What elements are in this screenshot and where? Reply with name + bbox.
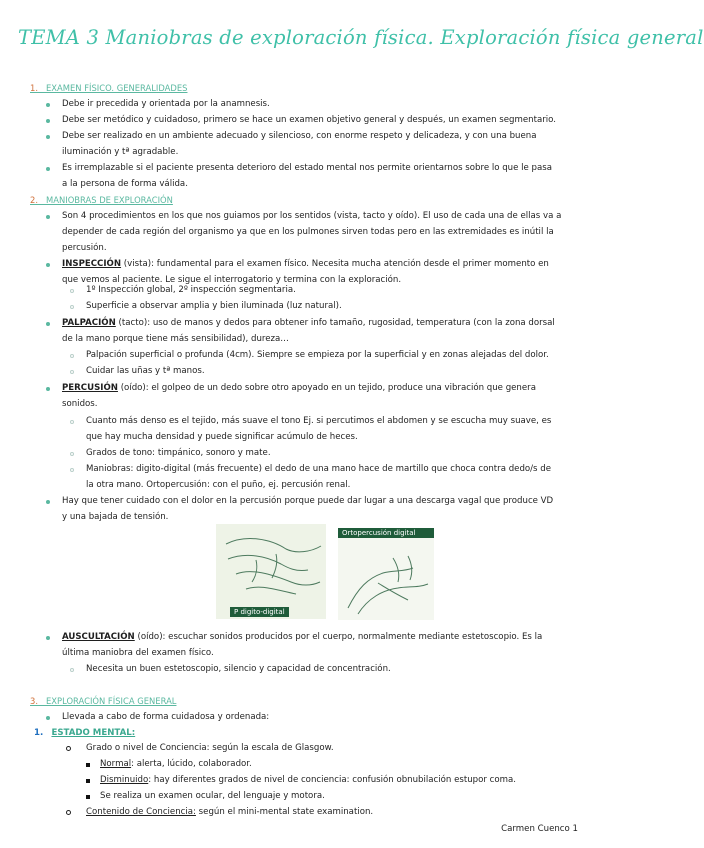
bullet-dot [46, 119, 50, 123]
sub-bullet-circle [70, 468, 74, 472]
inspeccion-sub-1: 1º Inspección global, 2º inspección segmentaria. [86, 285, 296, 295]
bullet-dot [46, 322, 50, 326]
sub-bullet-circle [70, 289, 74, 293]
palpacion-line-2: de la mano porque tiene más sensibilidad), dureza… [62, 334, 289, 344]
contenido-line [86, 804, 373, 820]
hands-illustration-icon [216, 524, 326, 619]
sub-bullet-circle [66, 810, 71, 815]
percusion-sub-2: Grados de tono: timpánico, sonoro y mate. [86, 448, 271, 458]
section-3-title: EXPLORACIÓN FÍSICA GENERAL [46, 696, 177, 706]
percusion-line-1 [62, 380, 536, 396]
section-3-number: 3. [30, 696, 38, 706]
auscultacion-sub-1: Necesita un buen estetoscopio, silencio y capacidad de concentración. [86, 664, 391, 674]
bullet-dot [46, 263, 50, 267]
inspeccion-term: INSPECCIÓN [62, 259, 122, 269]
auscultacion-line-2: última maniobra del examen físico. [62, 648, 214, 658]
auscultacion-term: AUSCULTACIÓN [62, 632, 135, 642]
section-1-heading [30, 80, 187, 96]
auscultacion-line-1 [62, 629, 542, 645]
inspeccion-line-1 [62, 256, 549, 272]
sub-bullet-circle [70, 452, 74, 456]
section-3-1-title: ESTADO MENTAL: [51, 728, 136, 738]
s1-item-4: Es irremplazable si el paciente presenta deterioro del estado mental nos permite orientarnos sobre lo que le pasa [62, 163, 553, 173]
percusion-term: PERCUSIÓN [62, 383, 118, 393]
s1-item-1: Debe ir precedida y orientada por la anamnesis. [62, 99, 270, 109]
section-1-number: 1. [30, 83, 38, 93]
normal-text: : alerta, lúcido, colaborador. [131, 759, 252, 769]
sub-bullet-circle [70, 305, 74, 309]
sub-bullet-circle [70, 668, 74, 672]
s1-item-2: Debe ser metódico y cuidadoso, primero se hace un examen objetivo general y después, un examen segmentario. [62, 115, 556, 125]
s3-item-1: Llevada a cabo de forma cuidadosa y ordenada: [62, 712, 270, 722]
s1-item-3: Debe ser realizado en un ambiente adecuado y silencioso, con enorme respeto y delicadeza, y con una buena [62, 131, 537, 141]
page-footer: Carmen Cuenco 1 [501, 824, 578, 834]
palpacion-term: PALPACIÓN [62, 318, 116, 328]
conciencia-line: Grado o nivel de Conciencia: según la escala de Glasgow. [86, 743, 334, 753]
contenido-text: según el mini-mental state examination. [195, 807, 374, 817]
percusion-sub-3-cont: la otra mano. Ortopercusión: con el puño, ej. percusión renal. [86, 480, 351, 490]
image-percusion-digito-digital [216, 524, 326, 619]
normal-line [100, 756, 252, 772]
bullet-dot [46, 167, 50, 171]
percusion-text: (oído): el golpeo de un dedo sobre otro apoyado en un tejido, produce una vibración que genera [117, 383, 536, 393]
s2-intro-3: percusión. [62, 243, 107, 253]
bullet-dot [46, 500, 50, 504]
image-left-label: P digito-digital [230, 607, 289, 617]
palpacion-text: (tacto): uso de manos y dedos para obtener info tamaño, rugosidad, temperatura (con la zona dorsal [115, 318, 555, 328]
page-title: TEMA 3 Maniobras de exploración física. Exploración física general [18, 26, 704, 49]
square-bullet [86, 779, 90, 783]
bullet-dot [46, 135, 50, 139]
s1-item-4-cont: a la persona de forma válida. [62, 179, 188, 189]
section-3-1-heading [34, 725, 135, 741]
percusion-note-2: y una bajada de tensión. [62, 512, 169, 522]
section-2-number: 2. [30, 195, 38, 205]
square-bullet [86, 795, 90, 799]
contenido-term: Contenido de Conciencia: [86, 807, 196, 817]
examen-line: Se realiza un examen ocular, del lenguaje y motora. [100, 791, 325, 801]
inspeccion-text: (vista): fundamental para el examen físico. Necesita mucha atención desde el primer momento en [121, 259, 549, 269]
image-right-label: Ortopercusión digital [338, 528, 434, 538]
bullet-dot [46, 215, 50, 219]
section-1-title: EXAMEN FÍSICO. GENERALIDADES [46, 83, 188, 93]
disminuido-term: Disminuido [100, 775, 149, 785]
section-3-1-number: 1. [34, 728, 44, 738]
section-2-heading [30, 192, 173, 208]
s2-intro-2: depender de cada región del organismo ya que en los pulmones sirven todas pero en las extremidades es inútil la [62, 227, 554, 237]
palpacion-sub-2: Cuidar las uñas y tª manos. [86, 366, 205, 376]
bullet-dot [46, 716, 50, 720]
palpacion-sub-1: Palpación superficial o profunda (4cm). Siempre se empieza por la superficial y en zonas alejadas del dolor. [86, 350, 549, 360]
percusion-note-1: Hay que tener cuidado con el dolor en la percusión porque puede dar lugar a una descarga vagal que produce VD [62, 496, 554, 506]
palpacion-line-1 [62, 315, 555, 331]
inspeccion-sub-2: Superficie a observar amplia y bien iluminada (luz natural). [86, 301, 342, 311]
hand-fist-illustration-icon [338, 528, 434, 620]
inspeccion-line-2: que vemos al paciente. Le sigue el interrogatorio y termina con la exploración. [62, 275, 402, 285]
disminuido-text: : hay diferentes grados de nivel de conciencia: confusión obnubilación estupor coma. [148, 775, 517, 785]
section-2-title: MANIOBRAS DE EXPLORACIÓN [46, 195, 173, 205]
auscultacion-text: (oído): escuchar sonidos producidos por el cuerpo, normalmente mediante estetoscopio. Es la [134, 632, 543, 642]
sub-bullet-circle [70, 370, 74, 374]
square-bullet [86, 763, 90, 767]
disminuido-line [100, 772, 516, 788]
sub-bullet-circle [66, 746, 71, 751]
s1-item-3-cont: iluminación y tª agradable. [62, 147, 179, 157]
s2-intro-1: Son 4 procedimientos en los que nos guiamos por los sentidos (vista, tacto y oído). El uso de cada una de ellas va a [62, 211, 562, 221]
section-3-heading [30, 693, 176, 709]
bullet-dot [46, 387, 50, 391]
percusion-line-2: sonidos. [62, 399, 98, 409]
percusion-sub-3: Maniobras: digito-digital (más frecuente) el dedo de una mano hace de martillo que choca contra dedo/s de [86, 464, 552, 474]
normal-term: Normal [100, 759, 132, 769]
sub-bullet-circle [70, 354, 74, 358]
bullet-dot [46, 103, 50, 107]
percusion-sub-1-cont: que hay mucha densidad y puede significar acúmulo de heces. [86, 432, 358, 442]
image-ortopercusion [338, 528, 434, 620]
sub-bullet-circle [70, 420, 74, 424]
percusion-sub-1: Cuanto más denso es el tejido, más suave el tono Ej. si percutimos el abdomen y se escucha muy suave, es [86, 416, 552, 426]
bullet-dot [46, 636, 50, 640]
